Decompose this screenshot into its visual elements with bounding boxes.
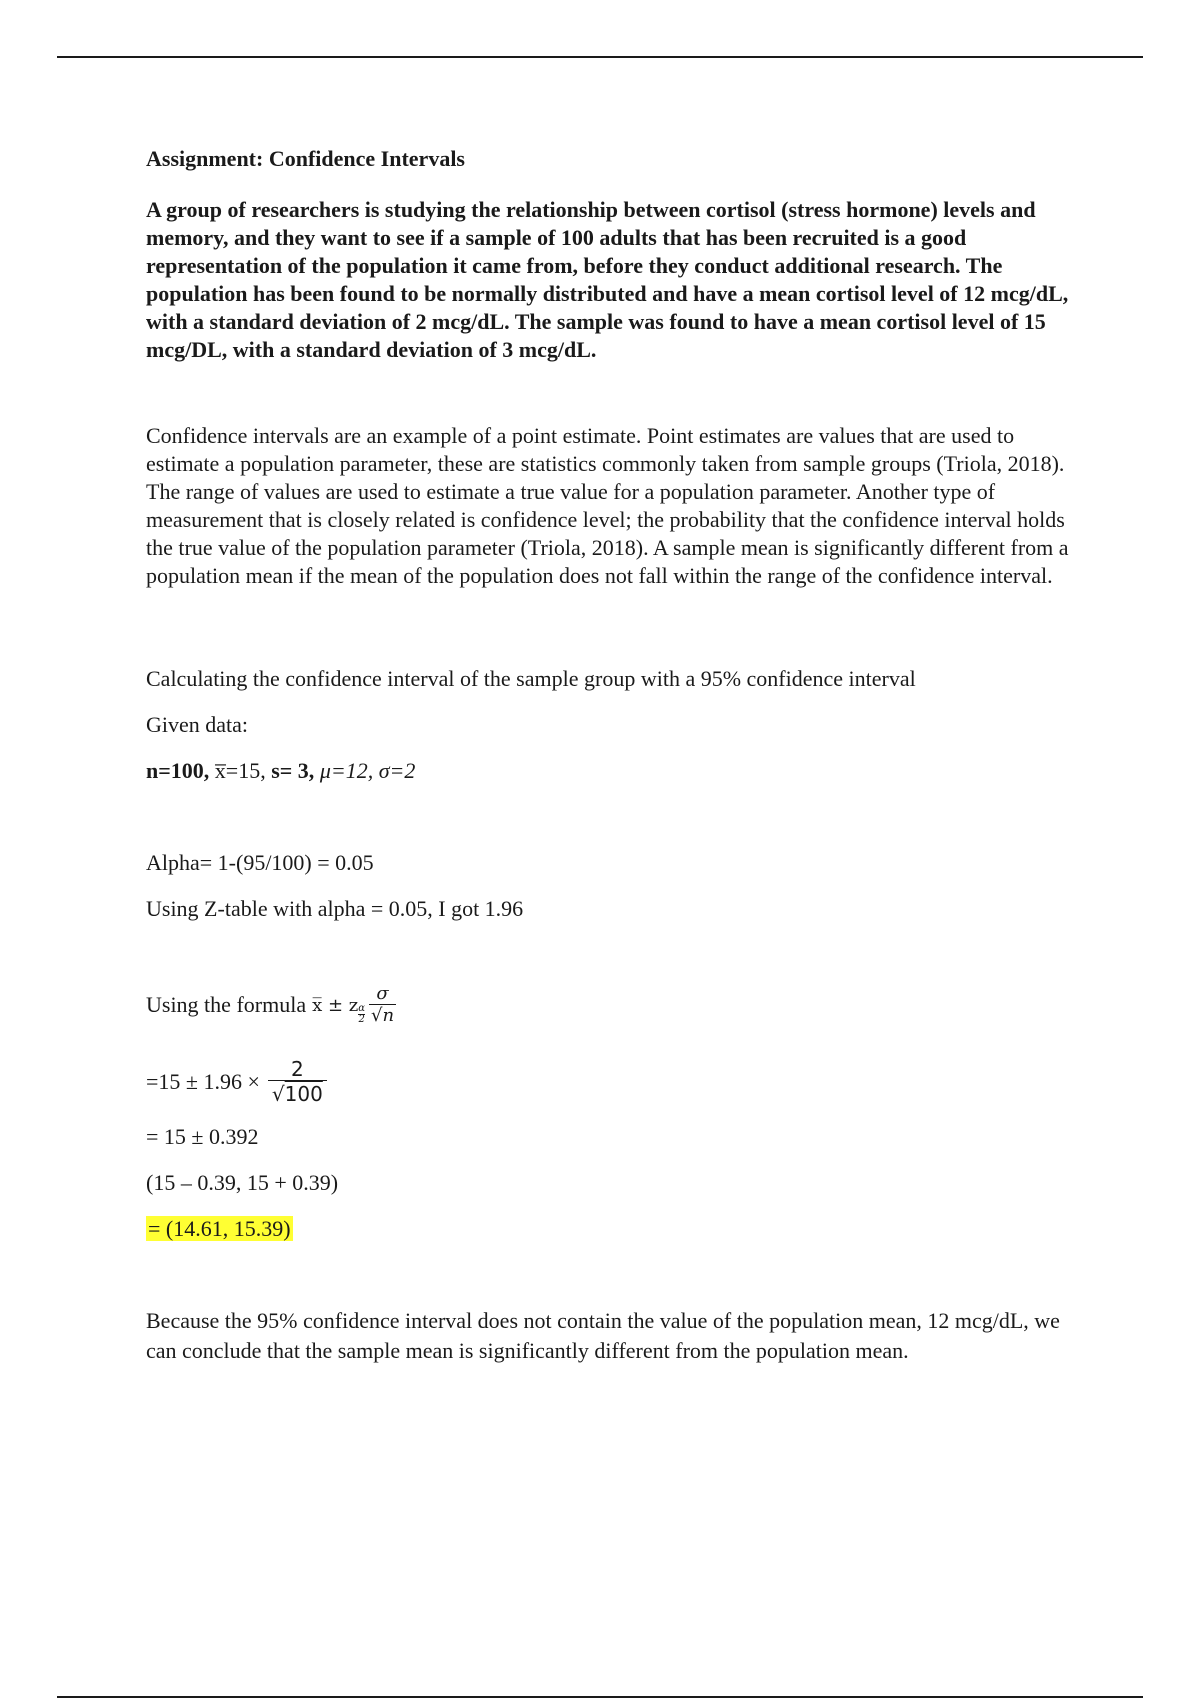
confidence-interval-formula: [312, 984, 396, 1027]
alpha-calculation: Alpha= 1-(95/100) = 0.05: [146, 850, 374, 875]
result-interval: [146, 1214, 1086, 1244]
formula-xbar-z: x̅ ± z: [312, 994, 359, 1016]
given-mu-sigma: μ=12, σ=2: [319, 758, 416, 783]
given-data-values: [146, 756, 1086, 786]
problem-statement: A group of researchers is studying the relationship between cortisol (stress hormone) levels and memory, and they want to see if a sample of 100 adults that has been recruited is a good representation of the population it came from, before they conduct additional research. The population has been found to be normally distributed and have a mean cortisol level of 12 mcg/dL, with a standard deviation of 2 mcg/dL. The sample was found to have a mean cortisol level of 15 mcg/DL, with a standard deviation of 3 mcg/dL.: [146, 197, 1069, 362]
formula-subscript: [358, 1004, 365, 1025]
given-s: s= 3,: [271, 758, 320, 783]
given-data-label: Given data:: [146, 712, 249, 737]
bottom-rule: [57, 1696, 1143, 1698]
substitution-line: [146, 1056, 1086, 1108]
document-title: Assignment: Confidence Intervals: [146, 146, 465, 171]
formula-line: [146, 978, 1086, 1032]
given-n: n=100,: [146, 758, 215, 783]
formula-label: Using the formula: [146, 992, 307, 1017]
substitution-numerator: 2: [290, 1056, 304, 1081]
highlighted-result: = (14.61, 15.39): [148, 1216, 291, 1241]
given-xbar: x̅=15,: [214, 758, 272, 783]
sqrt-symbol: √: [371, 1004, 383, 1026]
result-margin: = 15 ± 0.392: [146, 1124, 259, 1149]
formula-sigma: σ: [376, 982, 389, 1004]
formula-fraction: [369, 984, 396, 1027]
substitution-denominator: [268, 1080, 327, 1107]
z-table-lookup: Using Z-table with alpha = 0.05, I got 1.96: [146, 896, 524, 921]
result-interval-expression: (15 – 0.39, 15 + 0.39): [146, 1170, 339, 1195]
top-rule: [57, 56, 1143, 58]
formula-n: n: [382, 1004, 395, 1026]
subscript-alpha: α: [358, 1002, 366, 1014]
conclusion-paragraph: Because the 95% confidence interval does not contain the value of the population mean, 12 mcg/dL, we can conclude that the sample mean is significantly different from the population mean.: [146, 1308, 1060, 1363]
substitution-n: 100: [284, 1081, 323, 1106]
substitution-fraction: [268, 1058, 327, 1107]
explanation-paragraph: Confidence intervals are an example of a point estimate. Point estimates are values that are used to estimate a population parameter, these are statistics commonly taken from sample groups (Triola, 2018). The range of values are used to estimate a true value for a population parameter. Another type of measurement that is closely related is confidence level; the probability that the confidence interval holds the true value of the population parameter (Triola, 2018). A sample mean is significantly different from a population mean if the mean of the population does not fall within the range of the confidence interval.: [146, 423, 1069, 588]
calculation-intro: Calculating the confidence interval of the sample group with a 95% confidence interval: [146, 666, 916, 691]
subscript-two: 2: [358, 1013, 365, 1025]
substitution-prefix: =15 ± 1.96 ×: [146, 1069, 260, 1094]
formula-denominator: [369, 1004, 396, 1027]
document-body: [146, 144, 1086, 1366]
sqrt-symbol: √: [271, 1081, 285, 1106]
